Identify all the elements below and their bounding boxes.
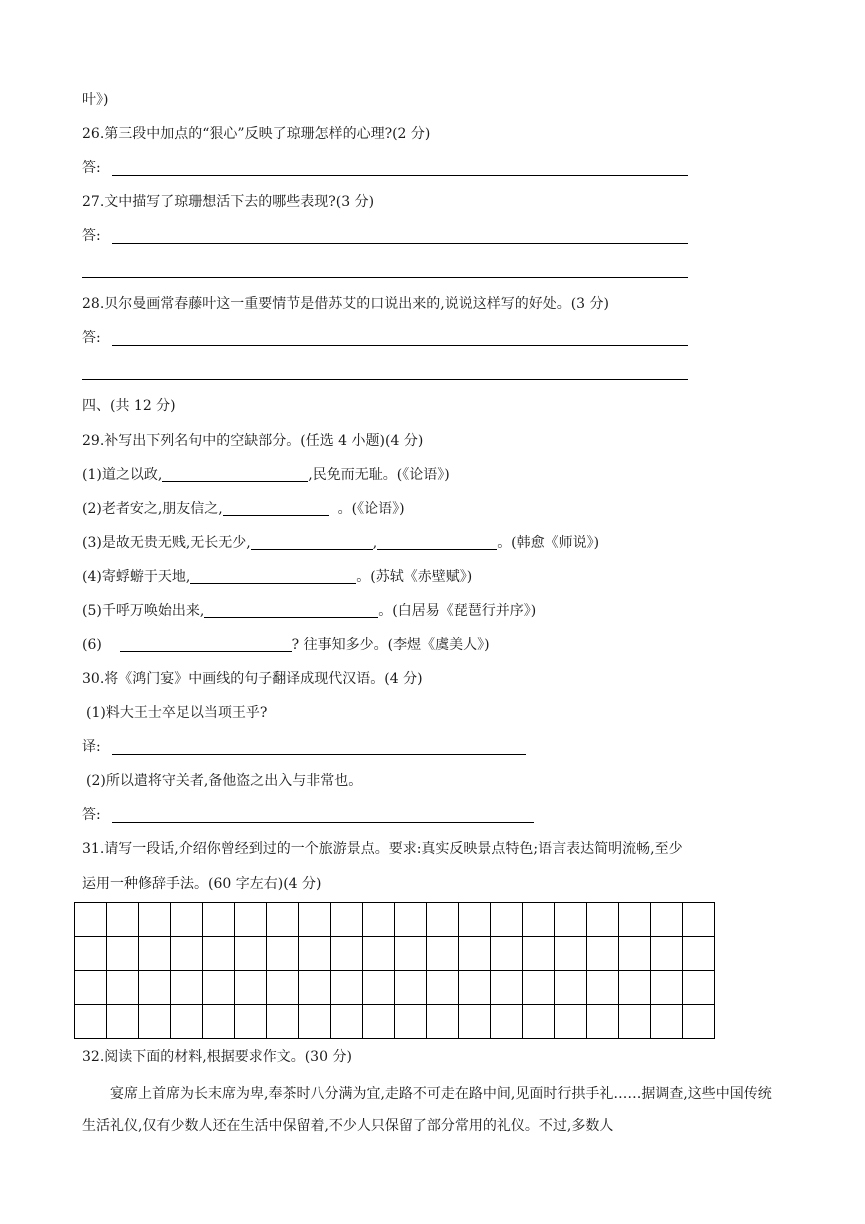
q30-sentence-2: (2)所以遣将守关者,备他盗之出入与非常也。: [86, 773, 363, 789]
item-suffix: 。(白居易《琵琶行并序》): [378, 603, 537, 619]
fill-blank[interactable]: [120, 650, 292, 652]
grid-row: [75, 1005, 715, 1039]
fill-blank[interactable]: [377, 548, 497, 550]
question-28: 28.贝尔曼画常春藤叶这一重要情节是借苏艾的口说出来的,说说这样写的好处。(3 分): [82, 296, 609, 312]
q30-translation-1-line[interactable]: [112, 754, 526, 755]
fill-blank[interactable]: [223, 514, 329, 516]
item-prefix: (3)是故无贵无贱,无长无少,: [82, 535, 251, 551]
answer-label: 答:: [82, 228, 101, 244]
answer-26-line[interactable]: [112, 175, 688, 176]
q29-item-6: [82, 635, 490, 655]
q30-translation-1-label: [82, 737, 101, 757]
question-26: 26.第三段中加点的“狠心”反映了琼珊怎样的心理?(2 分): [82, 126, 431, 142]
item-prefix: (5)千呼万唤始出来,: [82, 603, 205, 619]
q29-item-1: [82, 465, 450, 485]
question-31-line-1: 31.请写一段话,介绍你曾经到过的一个旅游景点。要求:真实反映景点特色;语言表达简明流畅,至少: [82, 841, 683, 857]
answer-label: 答:: [82, 160, 101, 176]
fill-blank[interactable]: [162, 480, 308, 482]
item-prefix: (1)道之以政,: [82, 467, 163, 483]
q30-translation-2-line[interactable]: [112, 822, 534, 823]
question-32: 32.阅读下面的材料,根据要求作文。(30 分): [82, 1049, 352, 1065]
answer-28-line-2[interactable]: [82, 379, 688, 380]
fill-blank[interactable]: [204, 616, 378, 618]
item-prefix: (6): [82, 637, 102, 653]
answer-27-line-2[interactable]: [82, 277, 688, 278]
item-middle: ,: [372, 535, 378, 551]
grid-row: [75, 971, 715, 1005]
question-30: 30.将《鸿门宴》中画线的句子翻译成现代汉语。(4 分): [82, 671, 423, 687]
q29-item-5: [82, 601, 536, 621]
q29-item-4: [82, 567, 472, 587]
q30-sentence-1: (1)料大王士卒足以当项王乎?: [86, 705, 268, 721]
question-29: 29.补写出下列名句中的空缺部分。(任选 4 小题)(4 分): [82, 433, 424, 449]
q32-material: 宴席上首席为长末席为卑,奉茶时八分满为宜,走路不可走在路中间,见面时行拱手礼……据调查,这些中国传统生活礼仪,仅有少数人还在生活中保留着,不少人只保留了部分常用的礼仪。不过,多数人: [82, 1086, 772, 1134]
item-suffix: 。(《论语》): [337, 501, 405, 517]
answer-27-line-1[interactable]: [112, 243, 688, 244]
answer-26-label: [82, 158, 101, 178]
answer-label: 答:: [82, 807, 101, 823]
answer-label: 答:: [82, 330, 101, 346]
answer-28-line-1[interactable]: [112, 345, 688, 346]
grid-row: [75, 903, 715, 937]
fill-blank[interactable]: [251, 548, 373, 550]
grid-row: [75, 937, 715, 971]
q30-translation-2-label: [82, 805, 101, 825]
item-prefix: (2)老者安之,朋友信之,: [82, 501, 223, 517]
answer-28-label: [82, 328, 101, 348]
q29-item-2: [82, 499, 405, 519]
q29-item-3: [82, 533, 599, 553]
item-suffix: ? 往事知多少。(李煜《虞美人》): [291, 637, 490, 653]
answer-27-label: [82, 226, 101, 246]
fill-blank[interactable]: [190, 582, 356, 584]
top-fragment: 叶》): [82, 92, 109, 108]
item-suffix: 。(苏轼《赤壁赋》): [356, 569, 473, 585]
item-suffix: 。(韩愈《师说》): [497, 535, 600, 551]
answer-label: 译:: [82, 739, 101, 755]
writing-grid[interactable]: [74, 902, 715, 1039]
question-27: 27.文中描写了琼珊想活下去的哪些表现?(3 分): [82, 194, 375, 210]
question-31-line-2: 运用一种修辞手法。(60 字左右)(4 分): [82, 876, 322, 892]
item-prefix: (4)寄蜉蝣于天地,: [82, 569, 191, 585]
item-suffix: ,民免而无耻。(《论语》): [308, 467, 450, 483]
section-4-title: 四、(共 12 分): [82, 398, 176, 414]
